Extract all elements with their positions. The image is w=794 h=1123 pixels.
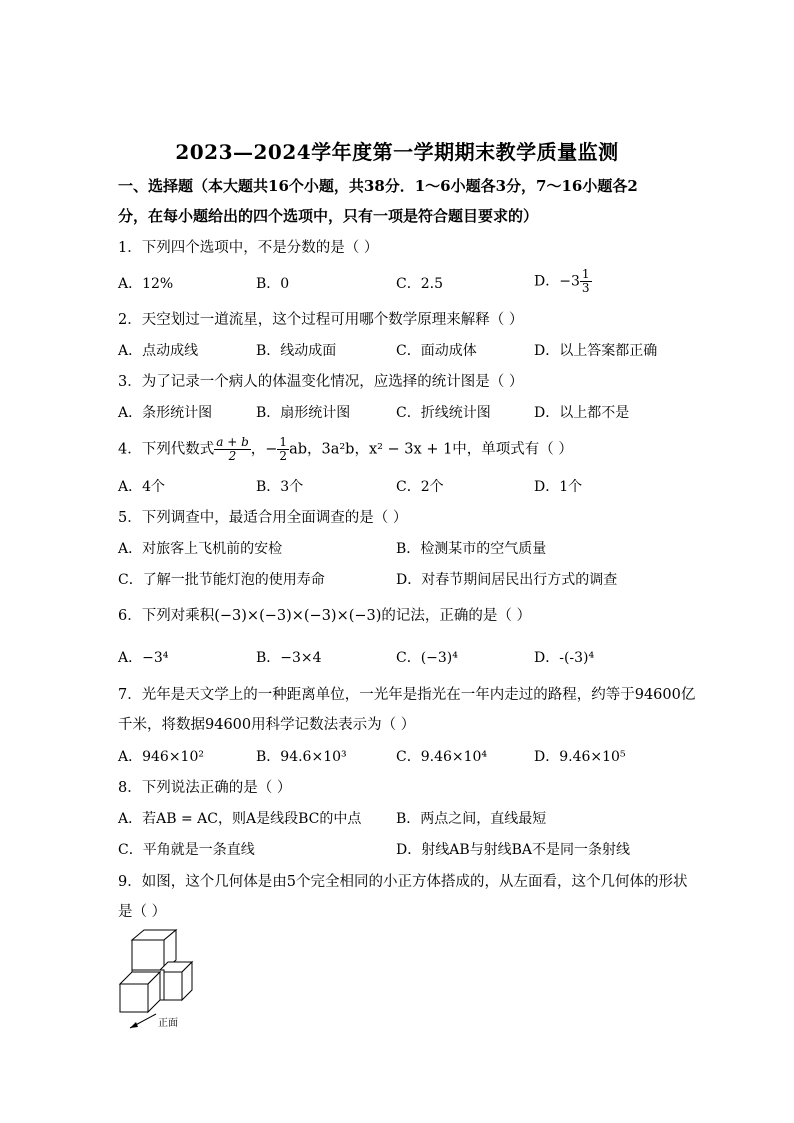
q7-option-a: A．946×10² bbox=[118, 749, 204, 765]
q7-option-c: C．9.46×10⁴ bbox=[396, 749, 488, 765]
q4-option-b: B．3个 bbox=[256, 479, 304, 495]
question-8-stem: 8．下列说法正确的是（ ） bbox=[118, 780, 292, 796]
exam-title: 2023—2024学年度第一学期期末教学质量监测 bbox=[175, 140, 619, 164]
q3-option-d: D．以上都不是 bbox=[534, 405, 630, 421]
q8-option-a: A．若AB = AC，则A是线段BC的中点 bbox=[118, 811, 362, 827]
q4-option-c: C．2个 bbox=[396, 479, 444, 495]
question-1-stem: 1．下列四个选项中，不是分数的是（ ） bbox=[118, 240, 379, 256]
q2-option-c: C．面动成体 bbox=[396, 343, 477, 359]
q2-option-a: A．点动成线 bbox=[118, 343, 199, 359]
q6-option-d: D．-(-3)⁴ bbox=[534, 650, 595, 666]
section-1-heading-line1: 一、选择题（本大题共16个小题，共38分．1～6小题各3分，7～16小题各2 bbox=[118, 177, 638, 195]
q1-option-b: B．0 bbox=[256, 276, 290, 292]
question-7-stem-line1: 7．光年是天文学上的一种距离单位，一光年是指光在一年内走过的路程，约等于94600亿 bbox=[118, 687, 696, 703]
q3-option-a: A．条形统计图 bbox=[118, 405, 213, 421]
q5-option-b: B．检测某市的空气质量 bbox=[396, 541, 547, 557]
question-9-stem-line1: 9．如图，这个几何体是由5个完全相同的小正方体搭成的，从左面看，这个几何体的形状 bbox=[118, 874, 688, 890]
q4-fraction-a-plus-b: $\frac{a + b}{2}$ bbox=[216, 435, 249, 463]
q1-option-d-fraction: $\frac{1}{3}$ bbox=[581, 267, 590, 295]
q6-option-c: C．(−3)⁴ bbox=[396, 650, 458, 666]
q7-option-b: B．94.6×10³ bbox=[256, 749, 347, 765]
question-5-stem: 5．下列调查中，最适合用全面调查的是（ ） bbox=[118, 510, 408, 526]
cube-bottom-front bbox=[120, 984, 148, 1012]
front-arrow-head bbox=[130, 1022, 138, 1028]
q5-option-d: D．对春节期间居民出行方式的调查 bbox=[396, 572, 618, 588]
q8-option-d: D．射线AB与射线BA不是同一条射线 bbox=[396, 842, 631, 858]
q1-option-d-label: D．−3 bbox=[534, 273, 580, 290]
question-2-stem: 2．天空划过一道流星，这个过程可用哪个数学原理来解释（ ） bbox=[118, 312, 524, 328]
q2-option-b: B．线动成面 bbox=[256, 343, 337, 359]
cube-top-front bbox=[132, 940, 164, 970]
q4-option-d: D．1个 bbox=[534, 479, 583, 495]
q5-option-c: C．了解一批节能灯泡的使用寿命 bbox=[118, 572, 325, 588]
question-4-stem: 4．下列代数式 $\frac{a + b}{2}$ ，− $\frac{1}{2}$ ab，3a²b，x² − 3x + 1中，单项式有（ ） bbox=[118, 435, 573, 463]
q3-option-b: B．扇形统计图 bbox=[256, 405, 351, 421]
q1-option-d bbox=[534, 268, 592, 295]
q8-option-b: B．两点之间，直线最短 bbox=[396, 811, 547, 827]
q1-option-c: C．2.5 bbox=[396, 276, 443, 292]
q2-option-d: D．以上答案都正确 bbox=[534, 343, 658, 359]
question-7-stem-line2: 千米，将数据94600用科学记数法表示为（ ） bbox=[118, 717, 416, 733]
question-6-stem: 6．下列对乘积(−3)×(−3)×(−3)×(−3)的记法，正确的是（ ） bbox=[118, 608, 532, 624]
q4-option-a: A．4个 bbox=[118, 479, 166, 495]
q8-option-c: C．平角就是一条直线 bbox=[118, 842, 255, 858]
q4-fraction-half: $\frac{1}{2}$ bbox=[279, 435, 288, 463]
question-9-stem-line2: 是（ ） bbox=[118, 904, 167, 920]
q1-option-a: A．12% bbox=[118, 276, 174, 292]
q6-option-a: A．−3⁴ bbox=[118, 650, 169, 666]
q3-option-c: C．折线统计图 bbox=[396, 405, 491, 421]
figure-label-front: 正面 bbox=[158, 1018, 178, 1029]
q6-option-b: B．−3×4 bbox=[256, 650, 322, 666]
question-3-stem: 3．为了记录一个病人的体温变化情况，应选择的统计图是（ ） bbox=[118, 374, 524, 390]
q7-option-d: D．9.46×10⁵ bbox=[534, 749, 626, 765]
section-1-heading-line2: 分，在每小题给出的四个选项中，只有一项是符合题目要求的） bbox=[118, 207, 539, 225]
q5-option-a: A．对旅客上飞机前的安检 bbox=[118, 541, 283, 557]
